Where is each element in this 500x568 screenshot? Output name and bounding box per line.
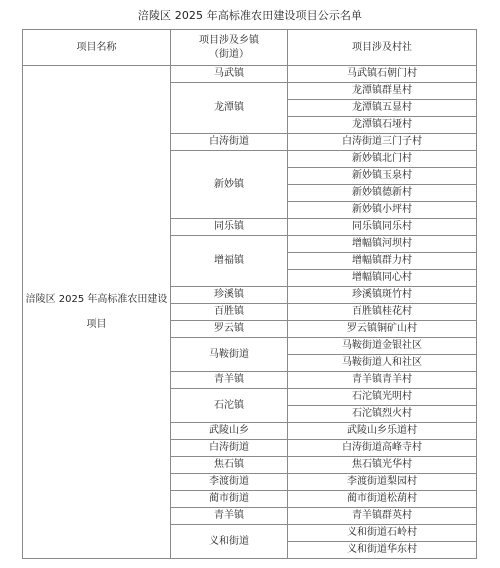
village-cell: 新妙镇北门村 (288, 151, 477, 168)
village-cell: 石沱镇光明村 (288, 389, 477, 406)
table-body (23, 66, 477, 559)
village-cell: 武陵山乡乐道村 (288, 423, 477, 440)
village-cell: 义和街道石岭村 (288, 525, 477, 542)
town-cell: 青羊镇 (171, 508, 288, 525)
town-cell: 白涛街道 (171, 134, 288, 151)
village-cell: 新妙镇小坪村 (288, 202, 477, 219)
town-cell: 义和街道 (171, 525, 288, 559)
town-cell: 龙潭镇 (171, 83, 288, 134)
town-cell: 青羊镇 (171, 372, 288, 389)
village-cell: 珍溪镇斑竹村 (288, 287, 477, 304)
village-cell: 龙潭镇群星村 (288, 83, 477, 100)
header-village: 项目涉及村社 (288, 30, 477, 66)
village-cell: 罗云镇铜矿山村 (288, 321, 477, 338)
village-cell: 青羊镇群英村 (288, 508, 477, 525)
village-cell: 新妙镇玉泉村 (288, 168, 477, 185)
town-cell: 罗云镇 (171, 321, 288, 338)
town-cell: 焦石镇 (171, 457, 288, 474)
town-cell: 珍溪镇 (171, 287, 288, 304)
town-cell: 石沱镇 (171, 389, 288, 423)
village-cell: 增幅镇河坝村 (288, 236, 477, 253)
town-cell: 武陵山乡 (171, 423, 288, 440)
town-cell: 马鞍街道 (171, 338, 288, 372)
town-cell: 白涛街道 (171, 440, 288, 457)
village-cell: 蔺市街道松葫村 (288, 491, 477, 508)
village-cell: 焦石镇光华村 (288, 457, 477, 474)
village-cell: 同乐镇同乐村 (288, 219, 477, 236)
village-cell: 新妙镇德新村 (288, 185, 477, 202)
village-cell: 李渡街道梨园村 (288, 474, 477, 491)
page-title: 涪陵区 2025 年高标准农田建设项目公示名单 (137, 9, 363, 22)
project-name-cell: 涪陵区 2025 年高标准农田建设项目 (23, 66, 171, 559)
village-cell: 义和街道华东村 (288, 542, 477, 559)
village-cell: 石沱镇烈火村 (288, 406, 477, 423)
village-cell: 龙潭镇五显村 (288, 100, 477, 117)
village-cell: 增幅镇同心村 (288, 270, 477, 287)
town-cell: 同乐镇 (171, 219, 288, 236)
table-row (23, 66, 477, 83)
village-cell: 百胜镇桂花村 (288, 304, 477, 321)
town-cell: 新妙镇 (171, 151, 288, 219)
table-header (23, 30, 477, 66)
header-project-name: 项目名称 (23, 30, 171, 66)
village-cell: 白涛街道高峰寺村 (288, 440, 477, 457)
village-cell: 马鞍街道人和社区 (288, 355, 477, 372)
village-cell: 马鞍街道金银社区 (288, 338, 477, 355)
town-cell: 李渡街道 (171, 474, 288, 491)
village-cell: 青羊镇青羊村 (288, 372, 477, 389)
header-row (23, 30, 477, 66)
town-cell: 增福镇 (171, 236, 288, 287)
village-cell: 增幅镇群力村 (288, 253, 477, 270)
town-cell: 百胜镇 (171, 304, 288, 321)
header-town-line1: 项目涉及乡镇 (199, 34, 259, 46)
town-cell: 马武镇 (171, 66, 288, 83)
town-cell: 蔺市街道 (171, 491, 288, 508)
project-roster-table (22, 29, 477, 559)
header-town (171, 30, 288, 66)
header-town-line2: （街道） (209, 48, 249, 60)
village-cell: 白涛街道三门子村 (288, 134, 477, 151)
village-cell: 马武镇石朝门村 (288, 66, 477, 83)
village-cell: 龙潭镇石垭村 (288, 117, 477, 134)
